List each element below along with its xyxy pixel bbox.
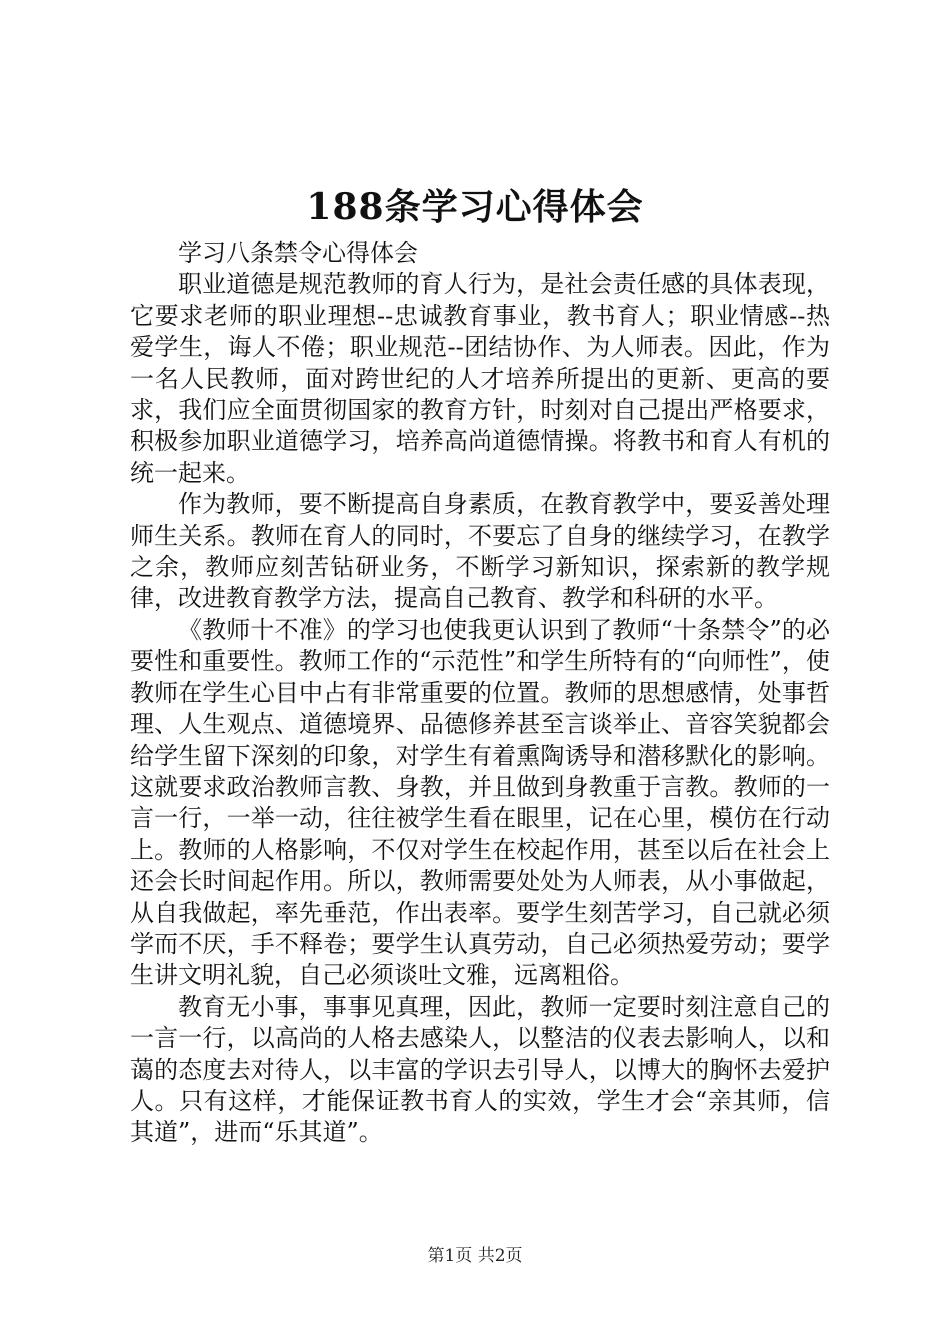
- document-body: [130, 238, 830, 1149]
- page-title: 188条学习心得体会: [306, 186, 644, 228]
- paragraph-subtitle: 学习八条禁令心得体会: [178, 239, 418, 267]
- paragraph: 教育无小事，事事见真理，因此，教师一定要时刻注意自己的一言一行，以高尚的人格去感染人，以整洁的仪表去影响人，以和蔼的态度去对待人，以丰富的学识去引导人，以博大的胸怀去爱护人。只有这样，才能保证教书育人的实效，学生才会“亲其师，信其道”，进而“乐其道”。: [130, 992, 830, 1147]
- paragraph: 职业道德是规范教师的育人行为，是社会责任感的具体表现，它要求老师的职业理想--忠诚教育事业，教书育人；职业情感--热爱学生，诲人不倦；职业规范--团结协作、为人师表。因此，作为一名人民教师，面对跨世纪的人才培养所提出的更新、更高的要求，我们应全面贯彻国家的教育方针，时刻对自己提出严格要求，积极参加职业道德学习，培养高尚道德情操。将教书和育人有机的统一起来。: [130, 270, 830, 487]
- page-number-footer: 第1页 共2页: [427, 1246, 523, 1266]
- paragraph: 《教师十不准》的学习也使我更认识到了教师“十条禁令”的必要性和重要性。教师工作的“示范性”和学生所特有的“向师性”，使教师在学生心目中占有非常重要的位置。教师的思想感情，处事哲理、人生观点、道德境界、品德修养甚至言谈举止、音容笑貌都会给学生留下深刻的印象，对学生有着熏陶诱导和潜移默化的影响。这就要求政治教师言教、身教，并且做到身教重于言教。教师的一言一行，一举一动，往往被学生看在眼里，记在心里，模仿在行动上。教师的人格影响，不仅对学生在校起作用，甚至以后在社会上还会长时间起作用。所以，教师需要处处为人师表，从小事做起，从自我做起，率先垂范，作出表率。要学生刻苦学习，自己就必须学而不厌，手不释卷；要学生认真劳动，自己必须热爱劳动；要学生讲文明礼貌，自己必须谈吐文雅，远离粗俗。: [130, 615, 830, 990]
- paragraph: 作为教师，要不断提高自身素质，在教育教学中，要妥善处理师生关系。教师在育人的同时，不要忘了自身的继续学习，在教学之余，教师应刻苦钻研业务，不断学习新知识，探索新的教学规律，改进教育教学方法，提高自己教育、教学和科研的水平。: [130, 490, 830, 613]
